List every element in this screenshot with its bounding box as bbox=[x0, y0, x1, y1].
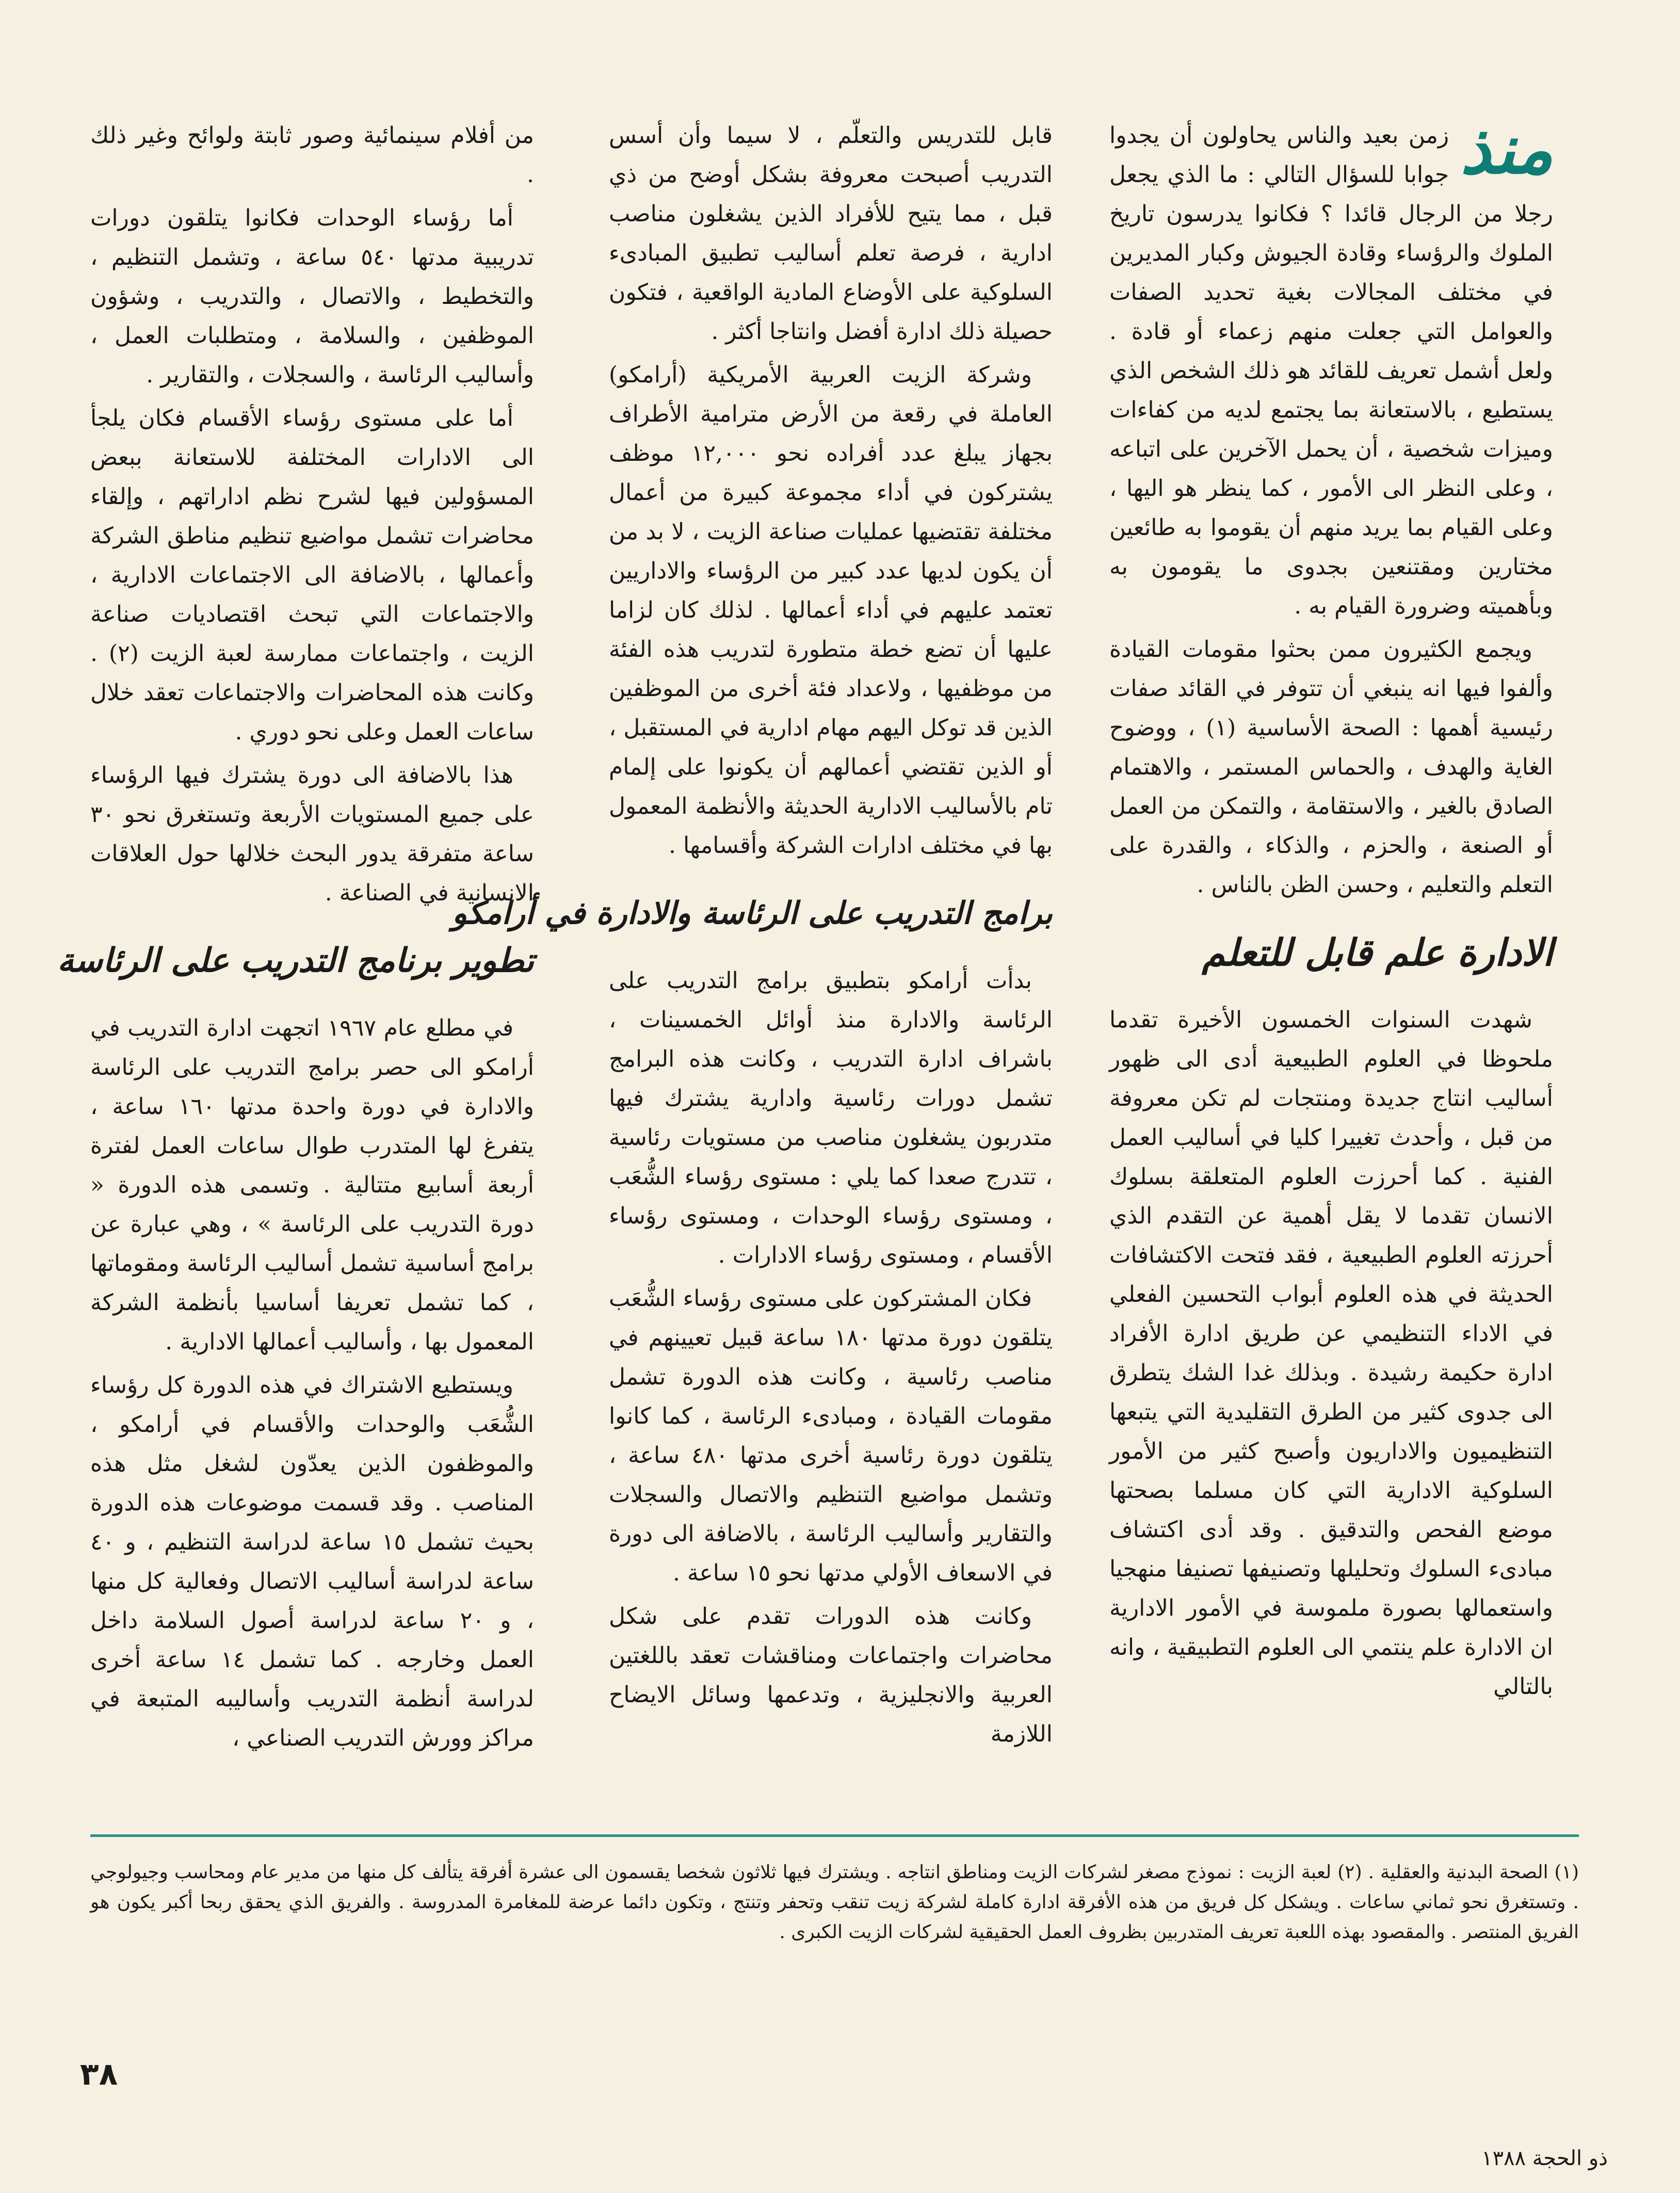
paragraph: وكانت هذه الدورات تقدم على شكل محاضرات واجتماعات ومناقشات تعقد باللغتين العربية والانجليزية ، وتدعمها وسائل الايضاح اللازمة bbox=[609, 1603, 1053, 1747]
paragraph: هذا بالاضافة الى دورة يشترك فيها الرؤساء على جميع المستويات الأربعة وتستغرق نحو ٣٠ ساعة متفرقة يدور البحث خلالها حول العلاقات الانسانية في الصناعة . bbox=[90, 762, 534, 906]
paragraph: أما رؤساء الوحدات فكانوا يتلقون دورات تدريبية مدتها ٥٤٠ ساعة ، وتشمل التنظيم ، والتخطيط ، والاتصال ، والتدريب ، وشؤون الموظفين ، والسلامة ، ومتطلبات العمل ، وأساليب الرئاسة ، والسجلات ، والتقارير . bbox=[90, 205, 534, 388]
paragraph: وشركة الزيت العربية الأمريكية (أرامكو) العاملة في رقعة من الأرض مترامية الأطراف بجهاز يبلغ عدد أفراده نحو ١٢,٠٠٠ موظف يشتركون في أداء مجموعة كبيرة من أعمال مختلفة تقتضيها عمليات صناعة الزيت ، لا بد من أن يكون لديها عدد كبير من الرؤساء والاداريين تعتمد عليهم في أداء أعمالها . لذلك كان لزاما عليها أن تضع خطة متطورة لتدريب هذه الفئة من موظفيها ، ولاعداد فئة أخرى من الموظفين الذين قد توكل اليهم مهام ادارية في المستقبل ، أو الذين تقتضي أعمالهم أن يكونوا على إلمام تام بالأساليب الادارية الحديثة والأنظمة المعمول بها في مختلف ادارات الشركة وأقسامها . bbox=[609, 362, 1053, 859]
issue-date: ذو الحجة ١٣٨٨ bbox=[1481, 2147, 1608, 2170]
footnote: (١) الصحة البدنية والعقلية . (٢) لعبة الزيت : نموذج مصغر لشركات الزيت ومناطق انتاجه . ويشترك فيها ثلاثون شخصا يقسمون الى عشرة أفرقة يتألف كل منها من مدير عام ومحاسب وجيولوجي . وتستغرق نحو ثماني ساعات . ويشكل كل فريق من هذه الأفرقة ادارة كاملة لشركة زيت تنقب وتحفر وتنتج ، وتكون دائما عرضة للمغامرة المدروسة . والفريق الذي يحقق ربحا أكبر يكون هو الفريق المنتصر . والمقصود بهذه اللعبة تعريف المتدربين بظروف العمل الحقيقية لشركات الزيت الكبرى . bbox=[90, 1862, 1579, 1943]
section-heading: تطوير برنامج التدريب على الرئاسة bbox=[57, 941, 534, 980]
drop-cap: منذ bbox=[1460, 109, 1553, 189]
paragraph: ويستطيع الاشتراك في هذه الدورة كل رؤساء الشُّعَب والوحدات والأقسام في أرامكو ، والموظفون الذين يعدّون لشغل مثل هذه المناصب . وقد قسمت موضوعات هذه الدورة بحيث تشمل ١٥ ساعة لدراسة التنظيم ، و ٤٠ ساعة لدراسة أساليب الاتصال وفعالية كل منها ، و ٢٠ ساعة لدراسة أصول السلامة داخل العمل وخارجه . كما تشمل ١٤ ساعة أخرى لدراسة أنظمة التدريب وأساليبه المتبعة في مراكز وورش التدريب الصناعي ، bbox=[90, 1372, 534, 1751]
paragraph: شهدت السنوات الخمسون الأخيرة تقدما ملحوظا في العلوم الطبيعية أدى الى ظهور أساليب انتاج جديدة ومنتجات لم تكن معروفة من قبل ، وأحدث تغييرا كليا في أساليب العمل الفنية . كما أحرزت العلوم المتعلقة بسلوك الانسان تقدما لا يقل أهمية عن التقدم الذي أحرزته العلوم الطبيعية ، فقد فتحت الاكتشافات الحديثة في هذه العلوم أبواب التحسين الفعلي في الاداء التنظيمي عن طريق ادارة الأفراد ادارة حكيمة رشيدة . وبذلك غدا الشك يتطرق الى جدوى كثير من الطرق التقليدية التي يتبعها التنظيميون والاداريون وأصبح كثير من الأمور السلوكية الادارية التي كان مسلما بصحتها موضع الفحص والتدقيق . وقد أدى اكتشاف مبادىء السلوك وتحليلها وتصنيفها تصنيفا منهجيا واستعمالها بصورة ملموسة في الأمور الادارية ان الادارة علم ينتمي الى العلوم التطبيقية ، وانه بالتالي bbox=[1109, 1007, 1553, 1700]
footnotes bbox=[90, 1858, 1579, 1953]
paragraph: ويجمع الكثيرون ممن بحثوا مقومات القيادة وألفوا فيها انه ينبغي أن تتوفر في القائد صفات رئيسية أهمها : الصحة الأساسية (١) ، ووضوح الغاية والهدف ، والحماس المستمر ، والاهتمام الصادق بالغير ، والاستقامة ، والتمكن من العمل أو الصنعة ، والحزم ، والذكاء ، والقدرة على التعلم والتعليم ، وحسن الظن بالناس . bbox=[1109, 636, 1553, 898]
paragraph: قابل للتدريس والتعلّم ، لا سيما وأن أسس التدريب أصبحت معروفة بشكل أوضح من ذي قبل ، مما يتيح للأفراد الذين يشغلون مناصب ادارية ، فرصة تعلم أساليب تطبيق المبادىء السلوكية على الأوضاع المادية الواقعية ، فتكون حصيلة ذلك ادارة أفضل وانتاجا أكثر . bbox=[609, 122, 1053, 345]
section-heading: برامج التدريب على الرئاسة والادارة في أرامكو bbox=[452, 895, 1053, 931]
paragraph bbox=[1109, 109, 1553, 626]
page-number: ٣٨ bbox=[80, 2056, 118, 2092]
column-right bbox=[1109, 109, 1553, 1706]
column-middle bbox=[452, 116, 1053, 1754]
footnote-divider bbox=[90, 1834, 1579, 1837]
paragraph: فكان المشتركون على مستوى رؤساء الشُّعَب يتلقون دورة مدتها ١٨٠ ساعة قبيل تعيينهم في مناصب رئاسية ، وكانت هذه الدورة تشمل مقومات القيادة ، ومبادىء الرئاسة ، كما كانوا يتلقون دورة رئاسية أخرى مدتها ٤٨٠ ساعة ، وتشمل مواضيع التنظيم والاتصال والسجلات والتقارير وأساليب الرئاسة ، بالاضافة الى دورة في الاسعاف الأولي مدتها نحو ١٥ ساعة . bbox=[609, 1285, 1053, 1586]
section-heading: الادارة علم قابل للتعلم bbox=[1202, 930, 1553, 974]
paragraph: بدأت أرامكو بتطبيق برامج التدريب على الرئاسة والادارة منذ أوائل الخمسينات ، باشراف ادارة التدريب ، وكانت هذه البرامج تشمل دورات رئاسية وادارية يشترك فيها متدربون يشغلون مناصب من مستويات رئاسية ، تتدرج صعدا كما يلي : مستوى رؤساء الشُّعَب ، ومستوى رؤساء الوحدات ، ومستوى رؤساء الأقسام ، ومستوى رؤساء الادارات . bbox=[609, 968, 1053, 1268]
column-left bbox=[57, 116, 535, 1758]
paragraph: في مطلع عام ١٩٦٧ اتجهت ادارة التدريب في أرامكو الى حصر برامج التدريب على الرئاسة والادارة في دورة واحدة مدتها ١٦٠ ساعة ، يتفرغ لها المتدرب طوال ساعات العمل لفترة أربعة أسابيع متتالية . وتسمى هذه الدورة « دورة التدريب على الرئاسة » ، وهي عبارة عن برامج أساسية تشمل أساليب الرئاسة ومقوماتها ، كما تشمل تعريفا أساسيا بأنظمة الشركة المعمول بها ، وأساليب أعمالها الادارية . bbox=[90, 1015, 534, 1355]
paragraph: أما على مستوى رؤساء الأقسام فكان يلجأ الى الادارات المختلفة للاستعانة ببعض المسؤولين فيها لشرح نظم اداراتهم ، وإلقاء محاضرات تشمل مواضيع تنظيم مناطق الشركة وأعمالها ، بالاضافة الى الاجتماعات الادارية ، والاجتماعات التي تبحث اقتصاديات صناعة الزيت ، واجتماعات ممارسة لعبة الزيت (٢) . وكانت هذه المحاضرات والاجتماعات تعقد خلال ساعات العمل وعلى نحو دوري . bbox=[90, 405, 535, 745]
paragraph: من أفلام سينمائية وصور ثابتة ولوائح وغير ذلك . bbox=[90, 122, 534, 188]
paragraph-text: زمن بعيد والناس يحاولون أن يجدوا جوابا للسؤال التالي : ما الذي يجعل رجلا من الرجال قائدا ؟ فكانوا يدرسون تاريخ الملوك والرؤساء وقادة الجيوش وكبار المديرين في مختلف المجالات بغية تحديد الصفات والعوامل التي جعلت منهم زعماء أو قادة . ولعل أشمل تعريف للقائد هو ذلك الشخص الذي يستطيع ، بالاستعانة بما يجتمع لديه من كفاءات وميزات شخصية ، أن يحمل الآخرين على اتباعه ، وعلى النظر الى الأمور ، كما ينظر هو اليها ، وعلى القيام بما يريد منهم أن يقوموا به طائعين مختارين ومقتنعين بجدوى ما يقومون به وبأهميته وضرورة القيام به . bbox=[1109, 122, 1553, 619]
